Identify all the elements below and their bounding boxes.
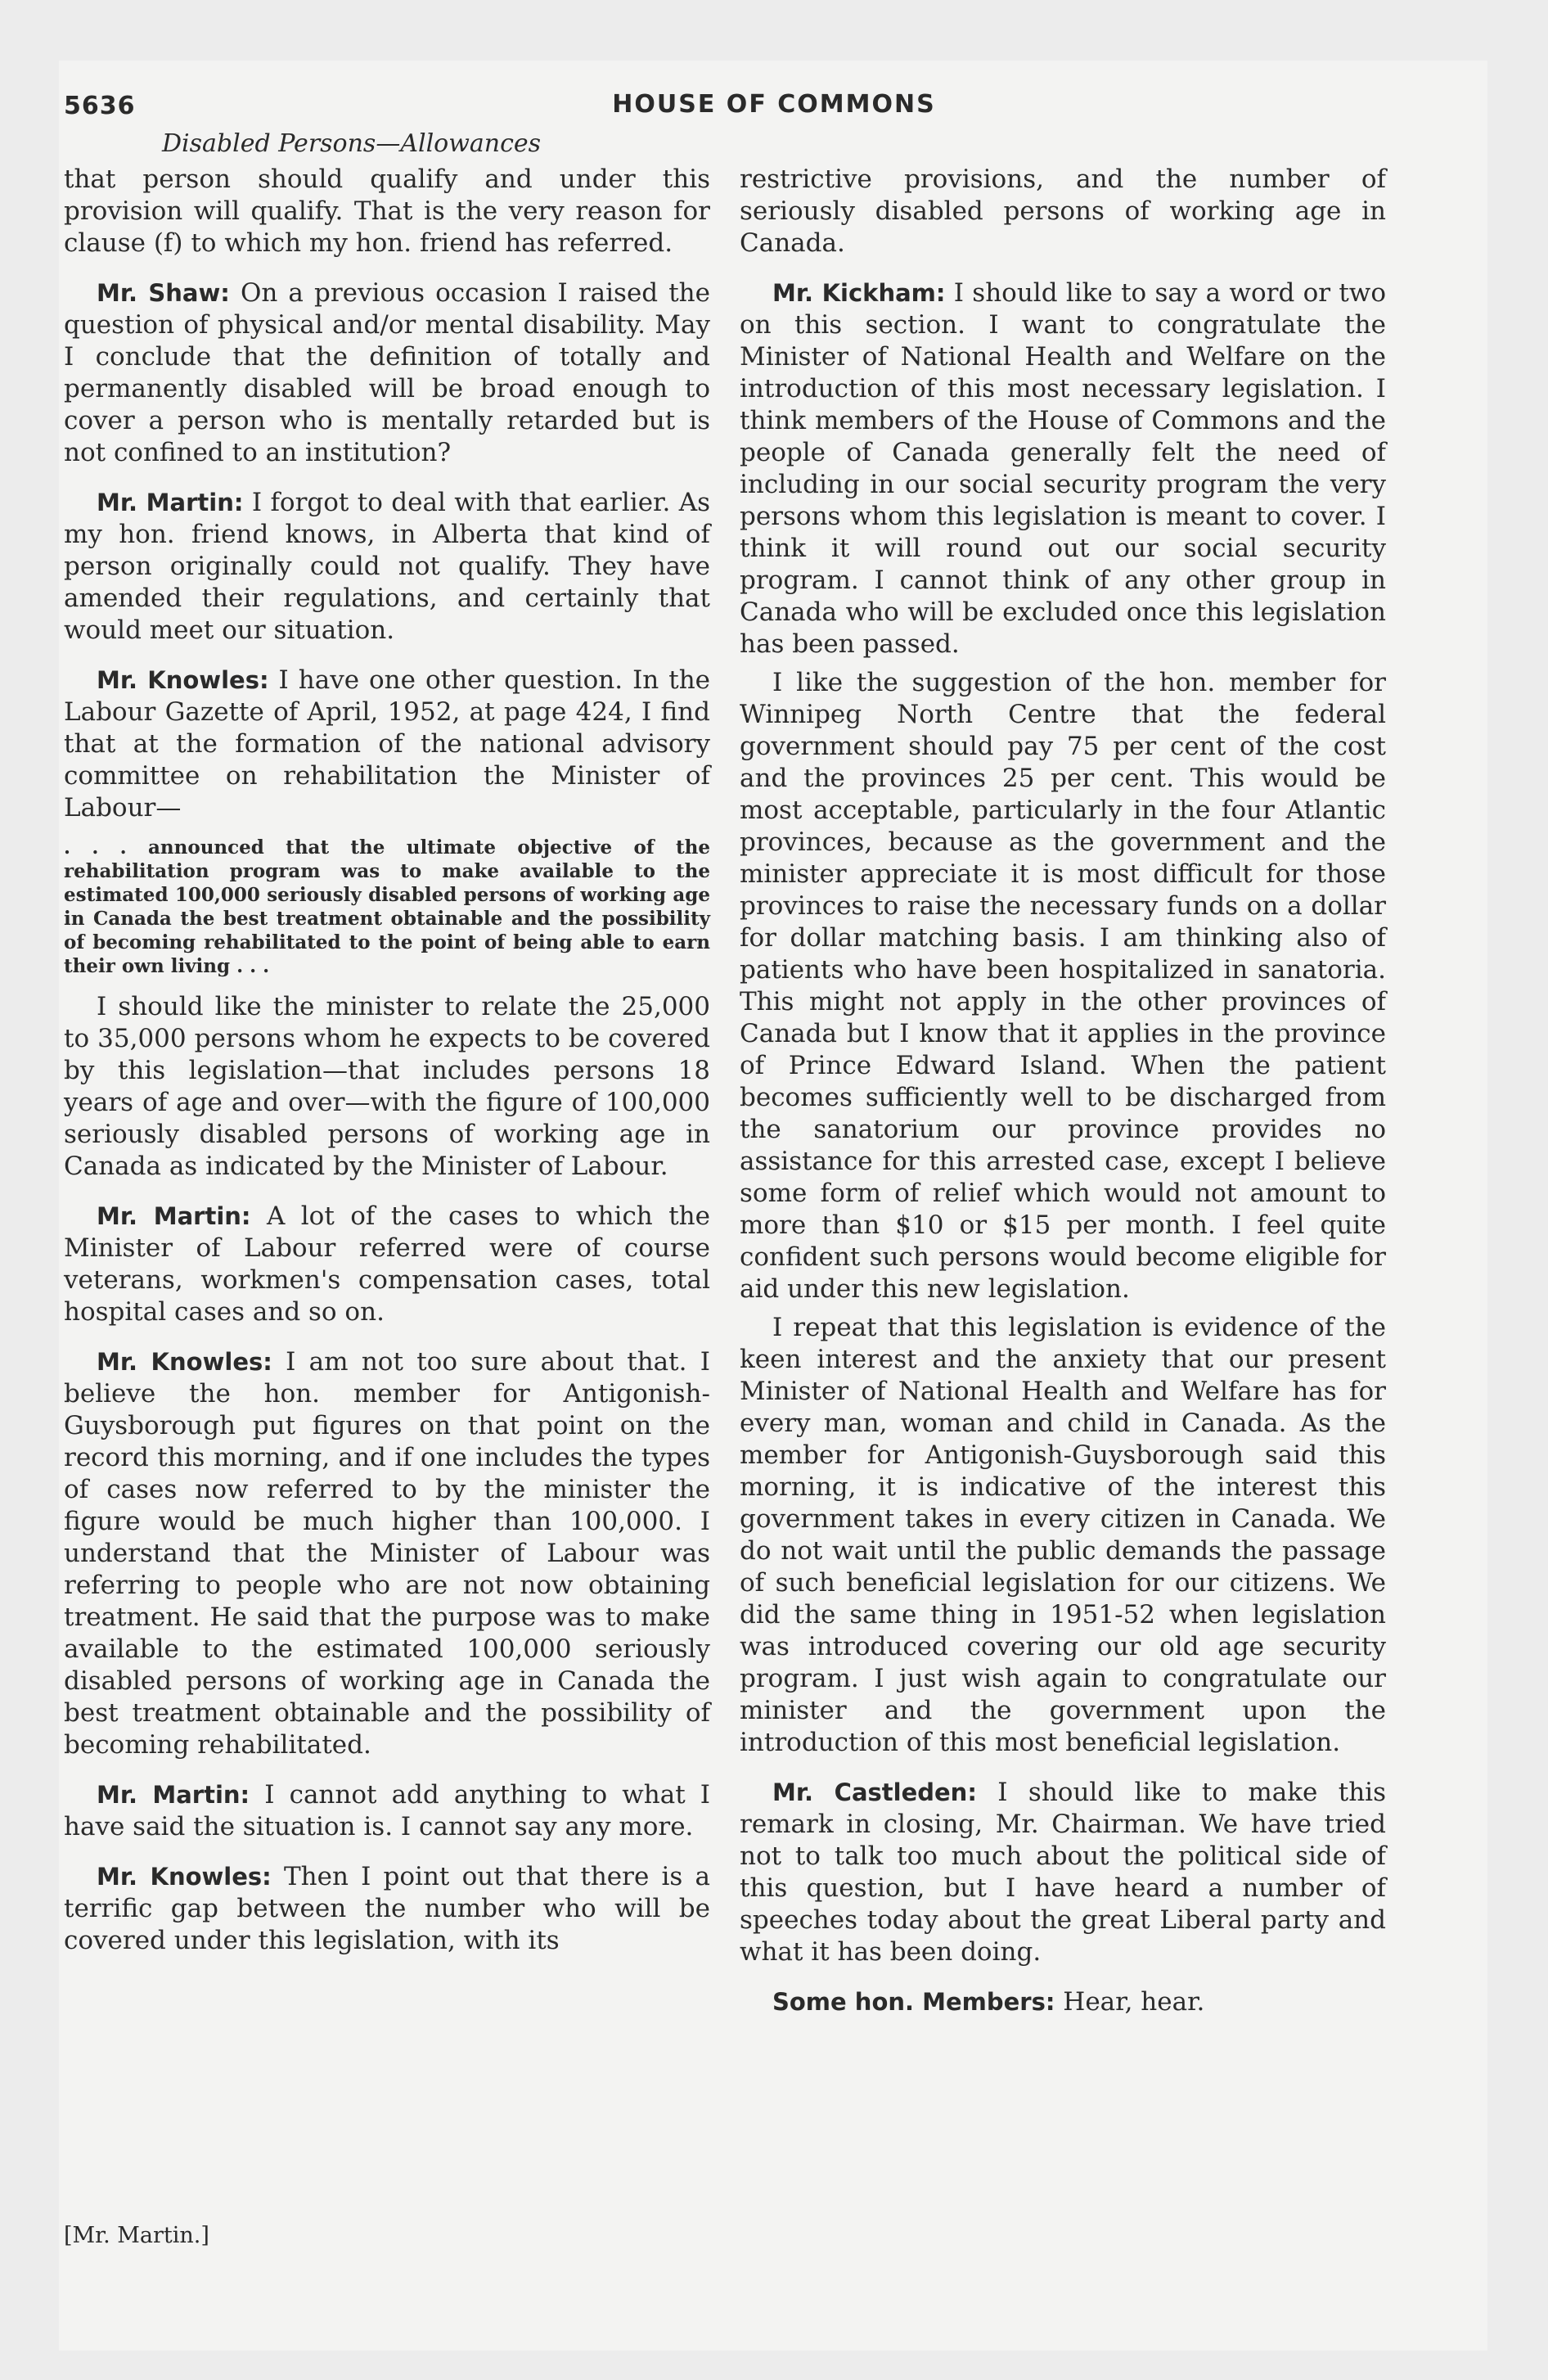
speaker-name: Mr. Martin:: [97, 489, 244, 516]
paragraph: that person should qualify and under this provision will qualify. That is the very reason for clause (f) to which my hon. friend has referred.: [64, 165, 710, 258]
speech-text: I should like to make this remark in closing, Mr. Chairman. We have tried not to talk too much about the political side of this question, but I have heard a number of speeches today about the great Liberal party and what it has been doing.: [740, 1778, 1386, 1967]
speaker-name: Mr. Martin:: [97, 1202, 251, 1230]
speaker-name: Mr. Martin:: [97, 1781, 250, 1809]
right-column: [740, 164, 1386, 2036]
speech-text: I have one other question. In the Labour Gazette of April, 1952, at page 424, I find that at the formation of the national advisory committee on rehabilitation the Minister of Labour—: [64, 665, 711, 823]
paragraph: [64, 1346, 710, 1761]
speech-text: I should like to say a word or two on this section. I want to congratulate the Minister of National Health and Welfare on the introduction of this most necessary legislation. I think members of the House of Commons and the people of Canada generally felt the need of including in our social security program the very persons whom this legislation is meant to cover. I think it will round out our social security program. I cannot think of any other group in Canada who will be excluded once this legislation has been passed.: [740, 278, 1386, 659]
left-column: [64, 164, 710, 1975]
paragraph: [64, 1201, 710, 1328]
speech-text: I forgot to deal with that earlier. As my hon. friend knows, in Alberta that kind of person originally could not qualify. They have amended their regulations, and certainly that would meet our situation.: [64, 488, 711, 645]
paragraph: I should like the minister to relate the 25,000 to 35,000 persons whom he expects to be covered by this legislation—that includes persons 18 years of age and over—with the figure of 100,000 seriously disabled persons of working age in Canada as indicated by the Minister of Labour.: [64, 992, 710, 1181]
running-head: HOUSE OF COMMONS: [612, 90, 936, 119]
speech-text: Then I point out that there is a terrific gap between the number who will be covered under this legislation, with its: [64, 1862, 710, 1955]
paragraph: [740, 1777, 1386, 1968]
paragraph: [64, 665, 710, 824]
speech-text: A lot of the cases to which the Minister of Labour referred were of course veterans, workmen's compensation cases, total hospital cases and so on.: [64, 1201, 710, 1327]
speaker-name: Mr. Kickham:: [772, 279, 946, 307]
paragraph: I repeat that this legislation is evidence of the keen interest and the anxiety that our present Minister of National Health and Welfare has for every man, woman and child in Canada. As the member for Antigonish-Guysborough said this morning, it is indicative of the interest this government takes in every citizen in Canada. We do not wait until the public demands the passage of such beneficial legislation for our citizens. We did the same thing in 1951-52 when legislation was introduced covering our old age security program. I just wish again to congratulate our minister and the government upon the introduction of this most beneficial legislation.: [740, 1313, 1386, 1757]
speaker-name: Mr. Knowles:: [97, 1348, 272, 1376]
paragraph: I like the suggestion of the hon. member for Winnipeg North Centre that the federal government should pay 75 per cent of the cost and the provinces 25 per cent. This would be most acceptable, particularly in the four Atlantic provinces, because as the government and the minister appreciate it is most difficult for those provinces to raise the necessary funds on a dollar for dollar matching basis. I am thinking also of patients who have been hospitalized in sanatoria. This might not apply in the other provinces of Canada but I know that it applies in the province of Prince Edward Island. When the patient becomes sufficiently well to be discharged from the sanatorium our province provides no assistance for this arrested case, except I believe some form of relief which would not amount to more than $10 or $15 per month. I feel quite confident such persons would become eligible for aid under this new legislation.: [740, 668, 1386, 1304]
paragraph: [64, 277, 710, 469]
quotation: . . . announced that the ultimate objective of the rehabilitation program was to make available to the estimated 100,000 seriously disabled persons of working age in Canada the best treatment obtainable and the possibility of becoming rehabilitated to the point of being able to earn their own living . . .: [64, 836, 710, 977]
speaker-name: Mr. Shaw:: [97, 279, 230, 307]
speaker-name: Some hon. Members:: [772, 1988, 1055, 2016]
speech-text: I cannot add anything to what I have said the situation is. I cannot say any more.: [64, 1780, 710, 1841]
paragraph: [64, 1861, 710, 1957]
speaker-name: Mr. Knowles:: [97, 1863, 272, 1891]
speaker-byline: [Mr. Martin.]: [64, 2223, 209, 2248]
speech-text: Hear, hear.: [1055, 1987, 1205, 2017]
paragraph: [740, 277, 1386, 660]
speech-text: I am not too sure about that. I believe the hon. member for Antigonish-Guysborough put figures on that point on the record this morning, and if one includes the types of cases now referred to by the minister the figure would be much higher than 100,000. I understand that the Minister of Labour was referring to people who are not now obtaining treatment. He said that the purpose was to make available to the estimated 100,000 seriously disabled persons of working age in Canada the best treatment obtainable and the possibility of becoming rehabilitated.: [64, 1347, 711, 1760]
paragraph: [64, 1779, 710, 1843]
speaker-name: Mr. Castleden:: [772, 1778, 977, 1806]
speaker-name: Mr. Knowles:: [97, 666, 269, 694]
paragraph: restrictive provisions, and the number of seriously disabled persons of working age in Canada.: [740, 165, 1386, 258]
page-number: 5636: [64, 92, 136, 120]
speech-text: On a previous occasion I raised the question of physical and/or mental disability. May I conclude that the definition of totally and permanently disabled will be broad enough to cover a person who is mentally retarded but is not confined to an institution?: [64, 278, 710, 467]
section-title: Disabled Persons—Allowances: [162, 129, 542, 158]
paragraph: [64, 487, 710, 647]
paragraph: [740, 1986, 1386, 2018]
